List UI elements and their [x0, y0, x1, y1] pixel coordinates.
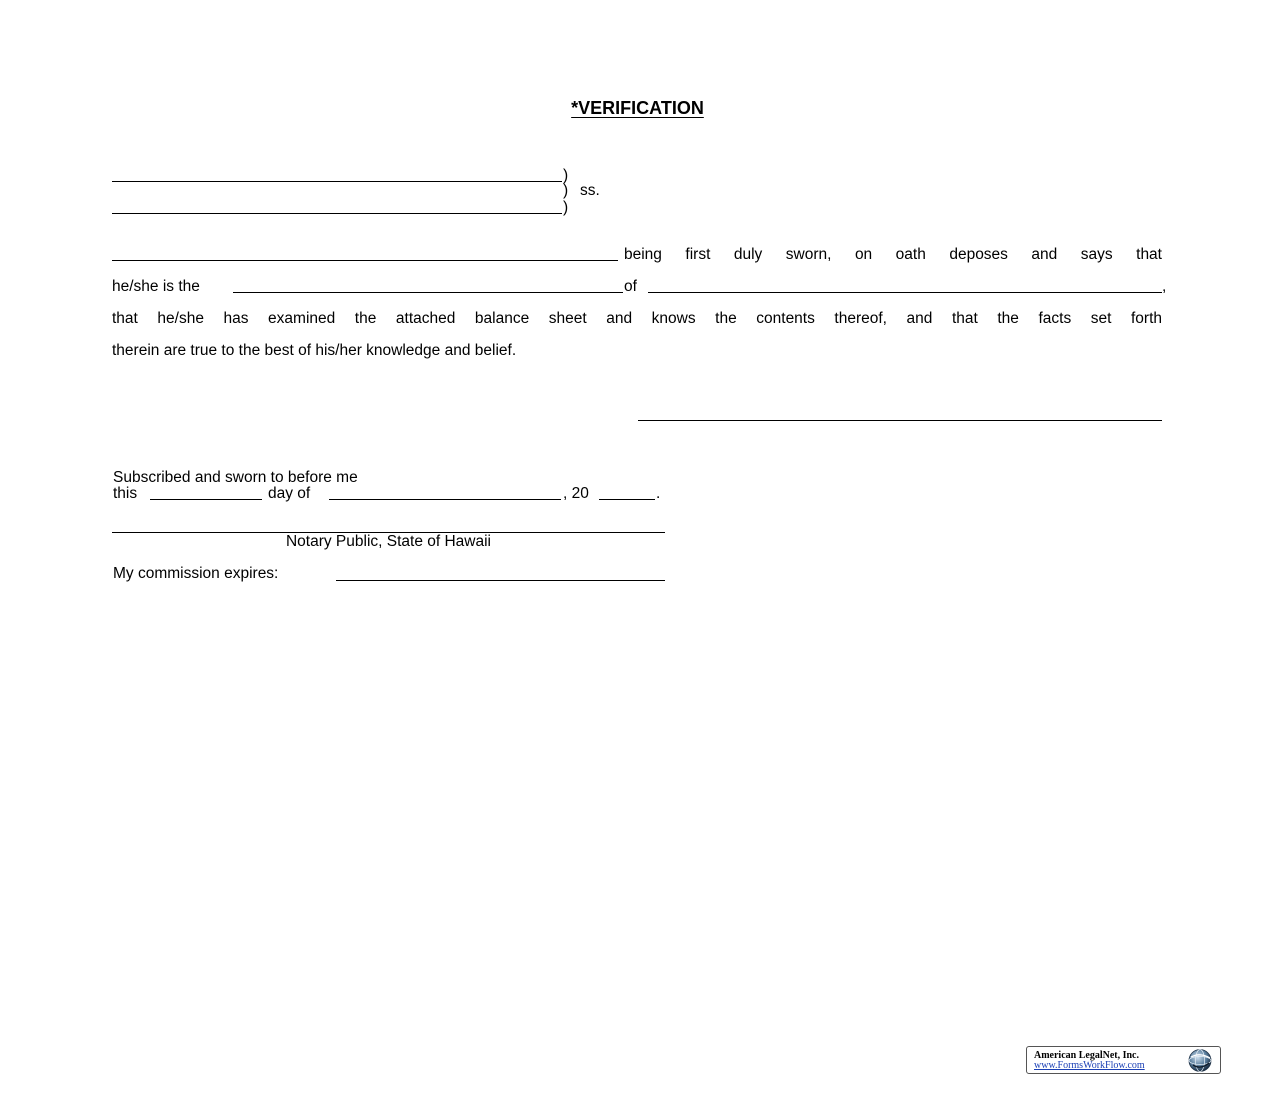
jurat-year-prefix: , 20 [563, 485, 589, 502]
affiant-name-field[interactable] [112, 260, 618, 261]
venue-county-field[interactable] [112, 213, 562, 214]
venue-paren-bottom: ) [563, 199, 569, 216]
company-name-field[interactable] [648, 292, 1162, 293]
body-line-2-of: of [624, 278, 637, 295]
jurat-year-field[interactable] [599, 499, 655, 500]
body-line-3: that he/she has examined the attached balance sheet and knows the contents thereof, and that the facts set forth [112, 310, 1162, 327]
american-legalnet-logo[interactable] [1026, 1046, 1221, 1074]
logo-company-name: American LegalNet, Inc. [1034, 1050, 1139, 1061]
jurat-month-field[interactable] [329, 499, 561, 500]
body-line-1 [624, 246, 1162, 264]
venue-paren-mid: ) [563, 182, 569, 199]
affiant-title-field[interactable] [233, 292, 623, 293]
body-line-1-text: being first duly sworn, on oath deposes and says that [624, 246, 1162, 263]
jurat-day-field[interactable] [150, 499, 262, 500]
body-line-2-prefix: he/she is the [112, 278, 200, 295]
title-text: *VERIFICATION [571, 98, 704, 118]
page-title [0, 98, 1275, 119]
jurat-year-end: . [656, 485, 661, 502]
body-line-4: therein are true to the best of his/her knowledge and belief. [112, 342, 517, 359]
jurat-day-of-label: day of [268, 485, 311, 502]
logo-url-link[interactable]: www.FormsWorkFlow.com [1034, 1060, 1145, 1071]
body-line-2-comma: , [1162, 278, 1167, 295]
venue-ss-label: ss. [580, 182, 600, 199]
jurat-this-label: this [113, 485, 138, 502]
jurat-subscribed-text: Subscribed and sworn to before me [113, 469, 358, 486]
notary-label: Notary Public, State of Hawaii [285, 533, 492, 550]
venue-paren-top: ) [563, 167, 569, 184]
venue-state-field[interactable] [112, 181, 562, 182]
commission-label: My commission expires: [113, 565, 279, 582]
globe-icon [1183, 1048, 1217, 1073]
affiant-signature-field[interactable] [638, 420, 1162, 421]
commission-expiry-field[interactable] [336, 580, 665, 581]
